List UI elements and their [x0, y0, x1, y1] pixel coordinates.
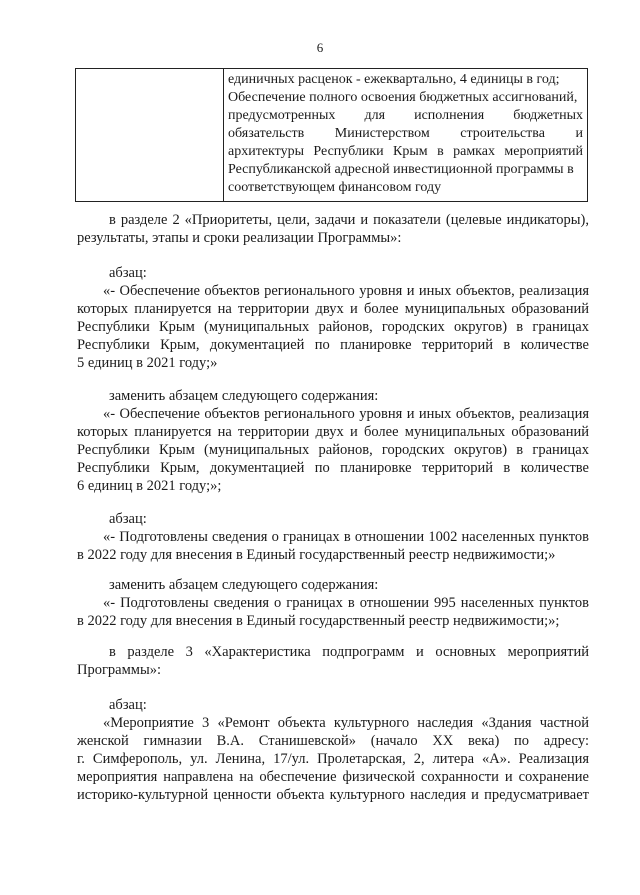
text-line: 5 единиц в 2021 году;» — [77, 355, 218, 371]
table-cell-left — [76, 69, 224, 202]
text-line: которых планируется на территории двух и более муниципальных образований — [77, 301, 589, 317]
table-line: соответствующем финансовом году — [228, 180, 442, 195]
abzac-label-2 — [77, 510, 589, 528]
page-number: 6 — [316, 40, 324, 55]
text-line: в разделе 2 «Приоритеты, цели, задачи и показатели (целевые индикаторы), — [109, 212, 589, 228]
quote-3 — [77, 528, 589, 564]
text-line: в 2022 году для внесения в Единый государственный реестр недвижимости;» — [77, 547, 556, 563]
quote-1 — [77, 282, 589, 372]
text-line: историко-культурной ценности объекта культурного наследия и предусматривает — [77, 787, 589, 803]
text-line: женской гимназии В.А. Станишевской» (начало XX века) по адресу: — [77, 733, 589, 749]
text-line: Республики Крым (муниципальных районов, городских округов) в границах — [77, 442, 589, 458]
text-line: «Мероприятие 3 «Ремонт объекта культурного наследия «Здания частной — [103, 715, 589, 731]
text-line: абзац: — [109, 511, 147, 527]
text-line: заменить абзацем следующего содержания: — [109, 388, 379, 404]
text-line: «- Подготовлены сведения о границах в отношении 1002 населенных пунктов — [103, 529, 589, 545]
abzac-label-3 — [77, 696, 589, 714]
text-line: которых планируется на территории двух и более муниципальных образований — [77, 424, 589, 440]
text-line: абзац: — [109, 697, 147, 713]
text-line: результаты, этапы и сроки реализации Программы»: — [77, 230, 402, 246]
replace-label-1 — [77, 387, 589, 405]
table-line: Республиканской адресной инвестиционной программы в — [228, 162, 574, 177]
table-line: обязательств Министерством строительства и — [228, 126, 583, 141]
quote-2 — [77, 405, 589, 495]
text-line: абзац: — [109, 265, 147, 281]
replace-label-2 — [77, 576, 589, 594]
continuation-table — [75, 68, 588, 202]
text-line: Республики Крым, документацией по планировке территорий в количестве — [77, 460, 589, 476]
table-row — [76, 69, 588, 202]
table-line: единичных расценок - ежеквартально, 4 единицы в год; — [228, 72, 560, 87]
section3-paragraph — [77, 643, 589, 679]
text-line: «- Обеспечение объектов регионального уровня и иных объектов, реализация — [103, 283, 589, 299]
text-line: в разделе 3 «Характеристика подпрограмм и основных мероприятий — [109, 644, 589, 660]
text-line: в 2022 году для внесения в Единый государственный реестр недвижимости;»; — [77, 613, 560, 629]
table-cell-right — [224, 69, 588, 202]
text-line: заменить абзацем следующего содержания: — [109, 577, 379, 593]
quote-5 — [77, 714, 589, 804]
text-line: г. Симферополь, ул. Ленина, 17/ул. Пролетарская, 2, литера «А». Реализация — [77, 751, 589, 767]
text-line: Республики Крым, документацией по планировке территорий в количестве — [77, 337, 589, 353]
text-line: «- Подготовлены сведения о границах в отношении 995 населенных пунктов — [103, 595, 589, 611]
table-line: Обеспечение полного освоения бюджетных ассигнований, — [228, 90, 578, 105]
text-line: Республики Крым (муниципальных районов, городских округов) в границах — [77, 319, 589, 335]
text-line: мероприятия направлена на обеспечение физической сохранности и сохранение — [77, 769, 589, 785]
table-line: архитектуры Республики Крым в рамках мероприятий — [228, 144, 583, 159]
text-line: Программы»: — [77, 662, 161, 678]
section2-paragraph — [77, 211, 589, 247]
quote-4 — [77, 594, 589, 630]
table-line: предусмотренных для исполнения бюджетных — [228, 108, 583, 123]
abzac-label-1 — [77, 264, 589, 282]
text-line: «- Обеспечение объектов регионального уровня и иных объектов, реализация — [103, 406, 589, 422]
text-line: 6 единиц в 2021 году;»; — [77, 478, 222, 494]
